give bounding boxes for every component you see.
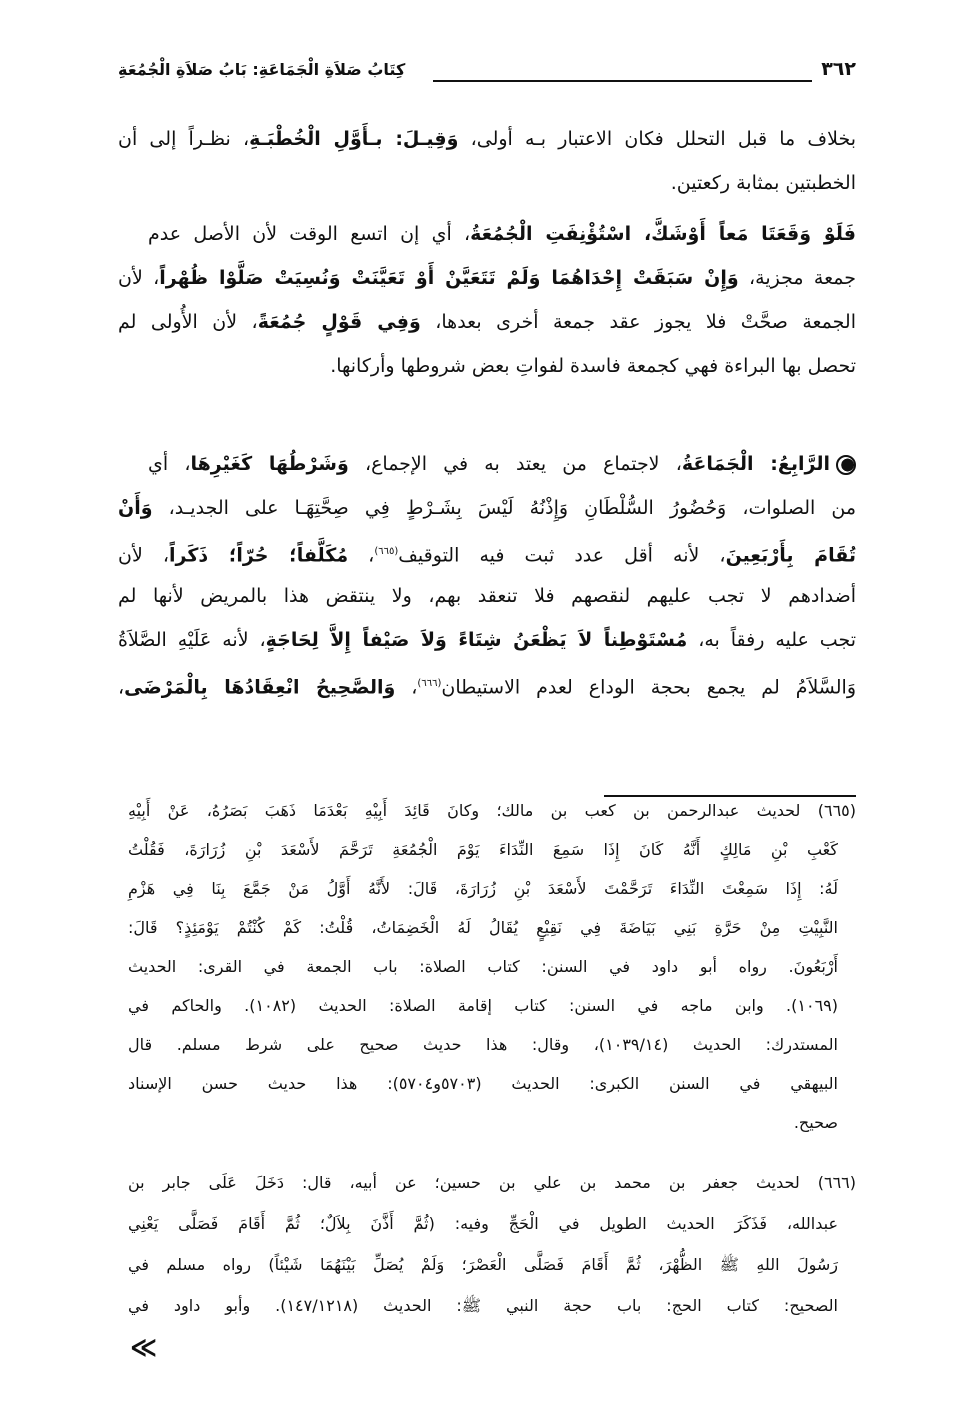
text-line [118, 493, 856, 523]
commentary-text: ، لأن الأُولى لم [118, 311, 258, 333]
text-line [118, 124, 856, 154]
text-line [118, 581, 856, 611]
text-line [148, 219, 856, 249]
commentary-text: تحصل بها البراءة فهي كجمعة فاسدة لفواتِ بعض شروطها وأركانها. [330, 355, 856, 377]
running-header [118, 58, 856, 88]
footnote-line: الصحيح: كتاب الحج: باب حجة النبي ﷺ: الحديث (١٤٧/١٢١٨). وأبو داود في [128, 1296, 838, 1315]
matn-text: تُقَامَ بِأَرْبَعِينَ [725, 544, 857, 567]
matn-text: وَشَرْطُهَا كَغَيْرِهَا [190, 453, 349, 475]
header-rule [433, 80, 812, 82]
commentary-text: ، نظـراً إلى أن [118, 128, 250, 150]
footnote-line: صحيح. [793, 1113, 838, 1132]
matn-text: وَقِيـلَ: بـأَوَّلِ الْخُطْبَـةِ [249, 128, 459, 150]
commentary-text: ، أي إن اتسع الوقت لأن الأصل عدم [148, 223, 471, 245]
matn-text: وَفِي قَوْلٍ جُمُعَةً [257, 311, 421, 333]
footnote-line: رَسُولَ اللهِ ﷺ الظُّهْرَ، ثُمَّ أَقَامَ فَصَلَّى الْعَصْرَ؛ وَلَمْ يُصَلِّ بَيْنَهُمَا شَيْئاً) رواه مسلم في [128, 1255, 838, 1274]
matn-text: وَأَنْ [118, 497, 153, 519]
footnote-line: (١٠٦٩). وابن ماجه في السنن: كتاب إقامة الصلاة: الحديث (١٠٨٢). والحاكم في [128, 996, 839, 1015]
commentary-text: ، [118, 676, 125, 699]
text-line [118, 625, 856, 655]
commentary-text: الجمعة صحَّتْ فلا يجوز عقد جمعة أخرى بعدها، [420, 311, 856, 333]
commentary-text: بخلاف ما قبل التحلل فكان الاعتبار بـه أولى، [458, 128, 857, 150]
text-line [118, 263, 856, 293]
footnote-line: (٦٦٥) لحديث عبدالرحمن بن كعب بن مالك؛ وكانَ قَائِدَ أَبِيْهِ بَعْدَمَا ذَهَبَ بَصَرُهُ، عَنْ أَبِيْهِ [128, 801, 856, 820]
commentary-text: الخطبتين بمثابة ركعتين. [670, 172, 856, 194]
commentary-text: ، لأن [118, 267, 160, 289]
footnote-line: البيهقي في السنن الكبرى: الحديث (٥٧٠٣و٥٧٠٤): هذا حديث حسن الإسناد [128, 1074, 838, 1093]
matn-text: فَلَوْ وَقَعَتَا مَعاً أَوْشَكَّ، اسْتُؤْنِفَتِ الْجُمُعَةُ [470, 223, 857, 245]
continuation-arrows-icon: ≪ [130, 1333, 154, 1363]
commentary-text: جمعة مجزية، [738, 267, 856, 289]
footnote-line: (٦٦٦) لحديث جعفر بن محمد بن علي بن حسين؛ عن أبيه، قال: دَخَلَ عَلَى جابر بن [128, 1173, 856, 1192]
running-title: كِتَابُ صَلاَةِ الْجَمَاعَةِ: بَابُ صَلاَةِ الْجُمُعَةِ [118, 60, 406, 79]
text-line [118, 537, 856, 567]
footnote-line: لَهُ: إِذَا سَمِعْتَ النِّدَاءَ تَرَحَّمْتَ لأَسْعَدَ بْنِ زُرَارَةَ، قَالَ: لأَنَّهُ أَوَّلُ مَنْ جَمَّعَ بِنَا فِي هَزْمِ [128, 879, 838, 898]
commentary-text: وَالسَّلاَمُ لم يجمع بحجة الوداع لعدم الاستيطان [441, 676, 856, 699]
text-line [118, 168, 856, 198]
matn-text: وَإِنْ سَبَقَتْ إِحْدَاهُمَا وَلَمْ تَتَعَيَّنْ أَوْ تَعَيَّنَتْ وَنُسِيَتْ صَلَّوْا ظُهْراً [159, 267, 739, 289]
commentary-text: ، لأن [118, 544, 170, 567]
commentary-text: من الصلوات، وَحُضُورُ السُّلْطَانِ وَإِذْنُهُ لَيْسَ بِشَـرْطٍ فِي صِحَّتِهَـا على الجديـد، [152, 497, 856, 519]
footnote-line: كَعْبِ بْنِ مَالِكٍ أَنَّهُ كَانَ إِذَا سَمِعَ النِّدَاءَ يَوْمَ الْجُمُعَةِ تَرَحَّمَ لأَسْعَدَ بْنِ زُرَارَةَ، فَقُلْتُ [128, 840, 838, 859]
commentary-text: ، لأنه أقل عدد ثبت فيه التوقيف [398, 544, 726, 567]
commentary-text: ، أي [148, 453, 191, 475]
matn-text: وَالصَّحِيحُ انْعِقَادُهَا بِالْمَرْضَى [124, 676, 396, 699]
footnote-separator [604, 795, 856, 797]
commentary-text: ، [395, 676, 418, 699]
matn-text: الرَّابِعُ: الْجَمَاعَةُ [681, 453, 830, 475]
text-line [118, 351, 856, 381]
matn-text: مُكَلَّفاً؛ حُرّاً؛ ذَكَراً [169, 544, 349, 567]
footnote-line: النَّبِيْتِ مِنْ حَرَّةِ بَنِي بَيَاضَةَ فِي نَقِيْعٍ يُقَالُ لَهُ الْخَضِمَاتُ، قُلْتُ: كَمْ كُنْتُمْ يَوْمَئِذٍ؟ قَالَ: [128, 918, 838, 937]
text-line [148, 449, 856, 479]
text-line [118, 669, 856, 699]
page-number: ٣٦٢ [821, 58, 856, 80]
commentary-text: ، [348, 544, 375, 567]
commentary-text: ، لأنه عَلَيْهِ الصَّلاَةُ [118, 629, 266, 651]
footnote-ref: (٦٦٦) [417, 678, 442, 689]
bullet-icon [836, 455, 856, 475]
commentary-text: أضدادهم لا تجب عليهم لنقصهم فلا تنعقد بهم، ولا ينتقض هذا بالمريض لأنها لم [118, 585, 856, 607]
commentary-text: تجب عليه رفقاً به، [687, 629, 856, 651]
footnote-line: عبدالله، فَذَكَرَ الحديث الطويل في الْحَجِّ وفيه: (ثُمَّ أَذَّنَ بِلاَلٌ؛ ثُمَّ أَقَامَ فَصَلَّى يَعْنِي [128, 1214, 838, 1233]
footnote-line: المستدرك: الحديث (١٠٣٩/١٤)، وقال: هذا حديث صحيح على شرط مسلم. قال [128, 1035, 839, 1054]
matn-text: مُسْتَوْطِناً لاَ يَظْعَنُ شِتَاءً وَلاَ صَيْفاً إِلاَّ لِحَاجَةٍ [265, 629, 688, 651]
commentary-text: ، لاجتماع من يعتد به في الإجماع، [348, 453, 682, 475]
footnote-line: أَرْبَعُونَ. رواه أبو داود في السنن: كتاب الصلاة: باب الجمعة في القرى: الحديث [128, 957, 838, 976]
footnote-ref: (٦٦٥) [374, 546, 399, 557]
text-line [118, 307, 856, 337]
